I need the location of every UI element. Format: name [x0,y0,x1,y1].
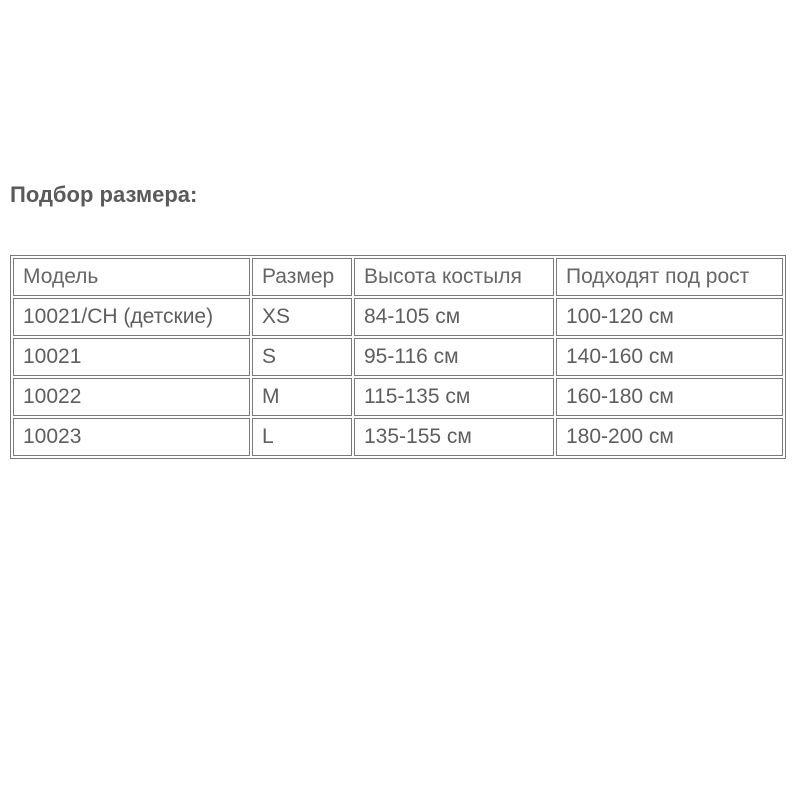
header-cell-model: Модель [13,258,250,296]
header-cell-crutch-height: Высота костыля [354,258,554,296]
table-cell: 10022 [13,378,250,416]
header-cell-user-height: Подходят под рост [556,258,783,296]
table-row [13,378,783,416]
table-row [13,298,783,336]
table-cell: 100-120 см [556,298,783,336]
table-cell: 180-200 см [556,418,783,456]
table-cell: 160-180 см [556,378,783,416]
table-cell: M [252,378,352,416]
table-row [13,338,783,376]
table-cell: 115-135 см [354,378,554,416]
table-header-row [13,258,783,296]
table-cell: 10021 [13,338,250,376]
table-cell: L [252,418,352,456]
table-cell: 84-105 см [354,298,554,336]
table-cell: 135-155 см [354,418,554,456]
page-title: Подбор размера: [10,182,198,207]
table-cell: 10021/CH (детские) [13,298,250,336]
table-cell: 10023 [13,418,250,456]
table-cell: 140-160 см [556,338,783,376]
size-table [10,255,786,459]
table-cell: 95-116 см [354,338,554,376]
table-row [13,418,783,456]
table-cell: S [252,338,352,376]
table-cell: XS [252,298,352,336]
header-cell-size: Размер [252,258,352,296]
